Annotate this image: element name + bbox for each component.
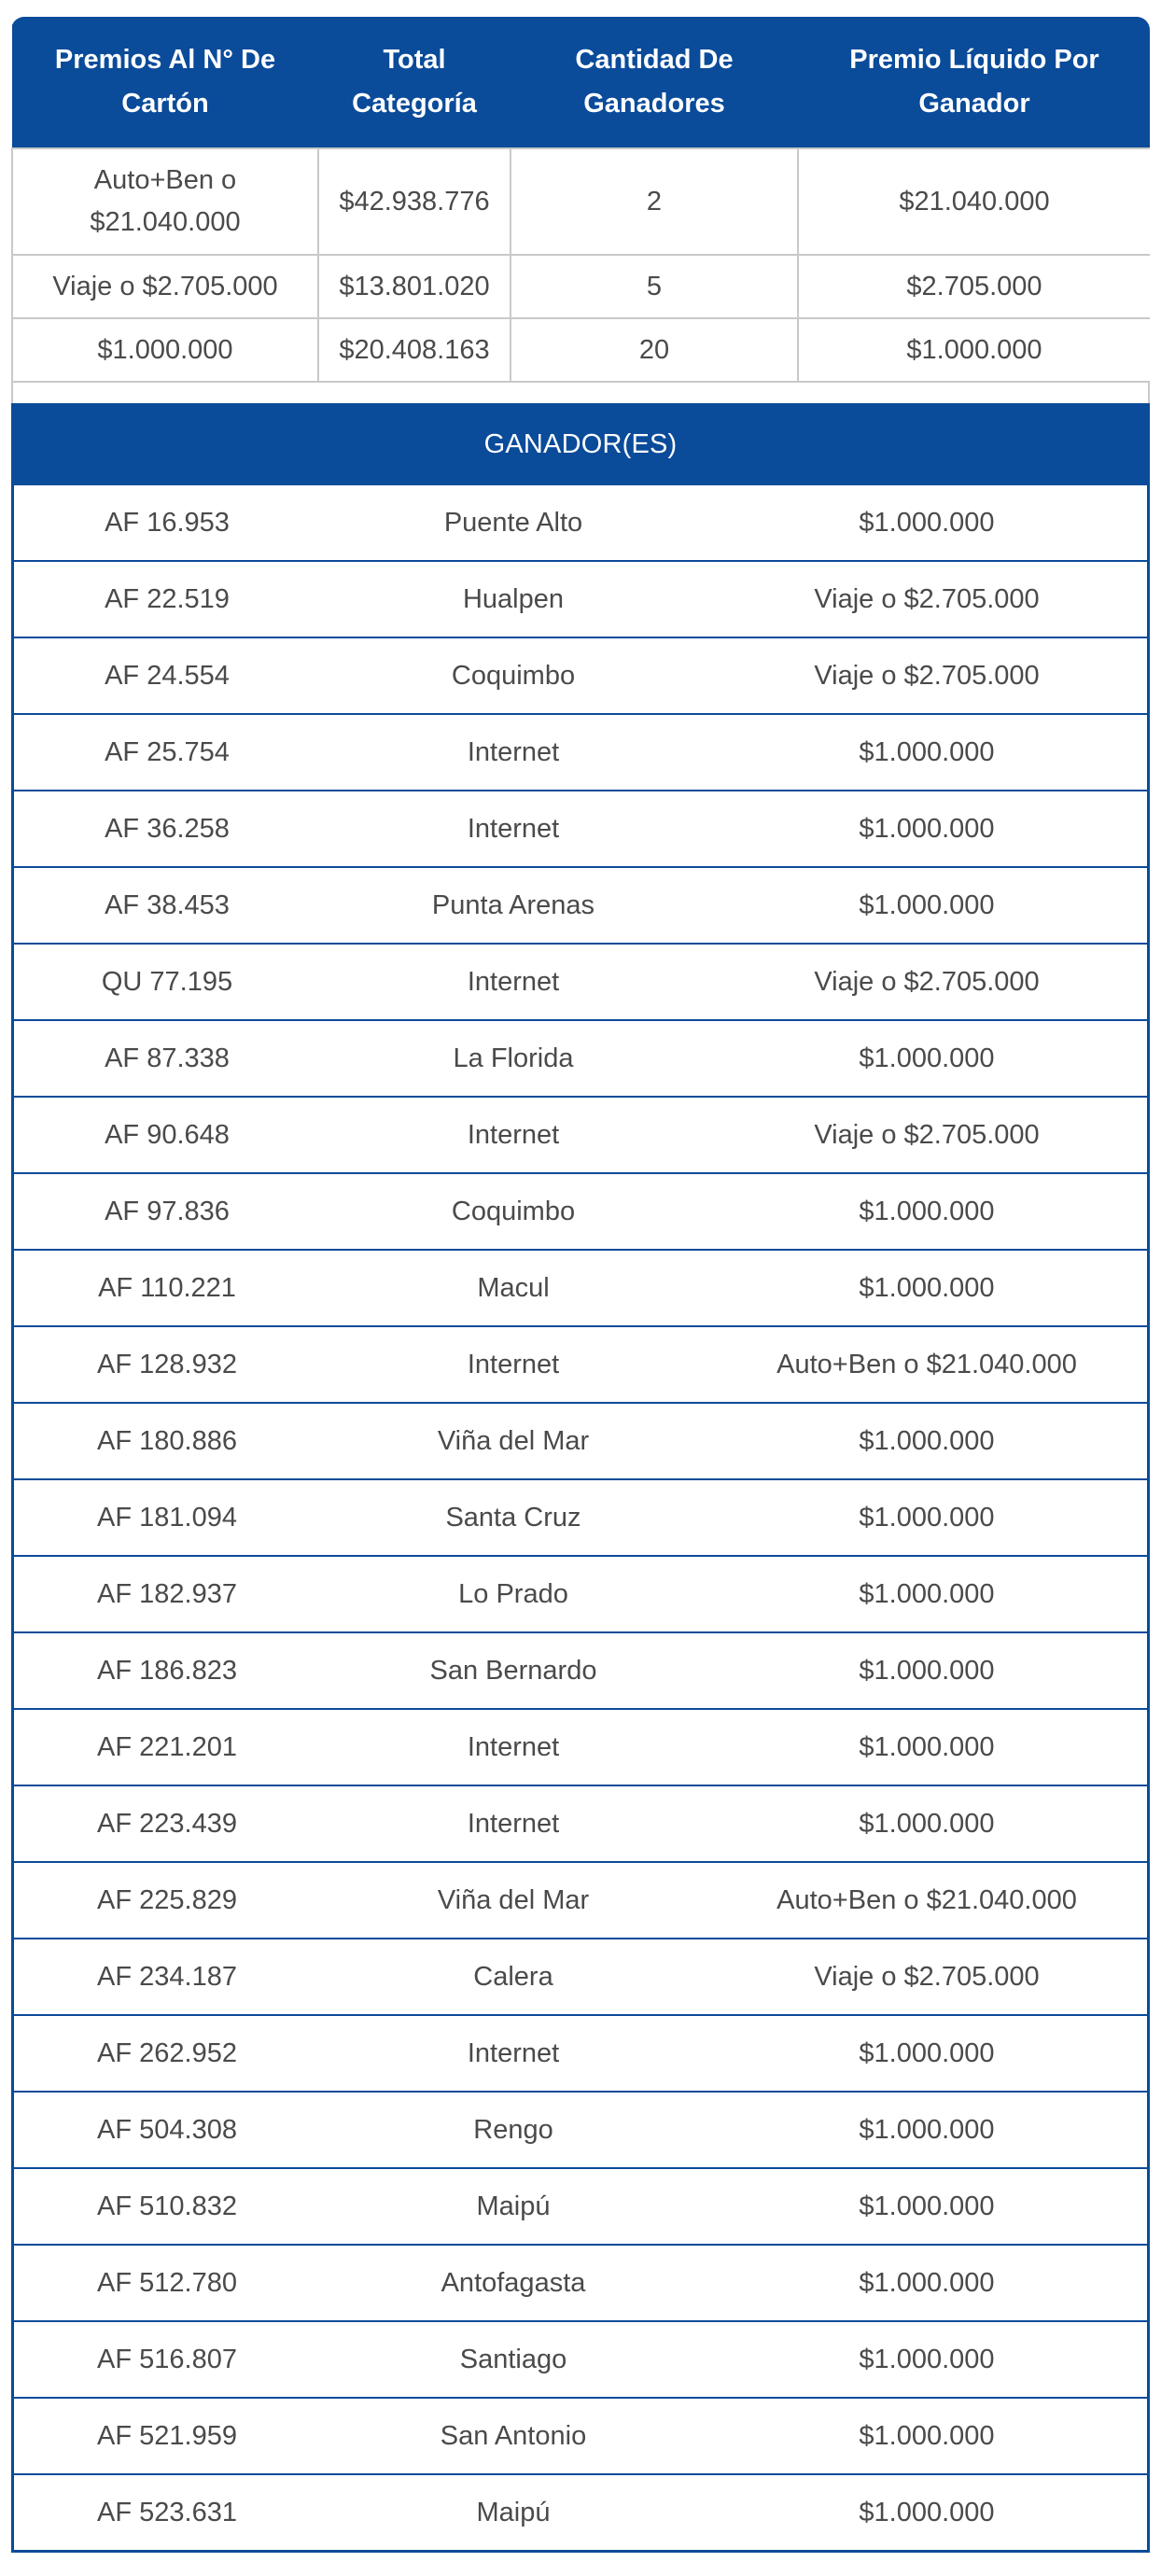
winner-location: Internet xyxy=(467,1808,560,1839)
winner-prize: $1.000.000 xyxy=(859,1043,995,1073)
winner-row xyxy=(14,560,1147,637)
winner-row xyxy=(14,2397,1147,2473)
winner-prize: $1.000.000 xyxy=(859,813,995,844)
winner-location: Hualpen xyxy=(462,583,565,614)
winner-row xyxy=(14,2473,1147,2550)
winner-prize: $1.000.000 xyxy=(859,2114,995,2145)
prize-table-header xyxy=(12,17,1150,148)
winner-location: Internet xyxy=(467,2037,560,2068)
prize-per-winner: $1.000.000 xyxy=(798,318,1150,382)
winner-row xyxy=(14,1019,1147,1096)
winner-row xyxy=(14,866,1147,943)
winner-prize: $1.000.000 xyxy=(859,1425,995,1456)
winner-carton-number: AF 186.823 xyxy=(97,1655,237,1686)
winner-carton-number: AF 523.631 xyxy=(97,2497,237,2527)
winner-carton-number: AF 234.187 xyxy=(97,1961,237,1992)
prize-winner-count: 20 xyxy=(511,318,798,382)
winner-prize: $1.000.000 xyxy=(859,1578,995,1609)
winner-row xyxy=(14,2167,1147,2244)
winner-row xyxy=(14,485,1147,560)
prize-category: Viaje o $2.705.000 xyxy=(12,255,318,318)
winner-carton-number: AF 128.932 xyxy=(97,1349,237,1379)
winner-location: Maipú xyxy=(476,2191,551,2221)
winner-prize: $1.000.000 xyxy=(859,507,995,538)
winner-prize: $1.000.000 xyxy=(859,1731,995,1762)
winner-row xyxy=(14,713,1147,790)
winners-list xyxy=(11,485,1150,2553)
winner-carton-number: AF 516.807 xyxy=(97,2344,237,2374)
winner-location: Internet xyxy=(467,1349,560,1379)
prize-category: Auto+Ben o $21.040.000 xyxy=(12,148,318,255)
winner-location: Viña del Mar xyxy=(437,1884,590,1915)
winner-prize: $1.000.000 xyxy=(859,2037,995,2068)
winner-carton-number: AF 36.258 xyxy=(105,813,230,844)
winner-carton-number: AF 512.780 xyxy=(97,2267,237,2298)
winner-row xyxy=(14,1478,1147,1555)
winner-carton-number: AF 97.836 xyxy=(105,1196,230,1226)
header-total-categoria: Total Categoría xyxy=(318,17,511,148)
winner-location: Internet xyxy=(467,736,560,767)
prize-row xyxy=(12,255,1150,318)
winner-carton-number: AF 22.519 xyxy=(105,583,230,614)
winner-carton-number: AF 225.829 xyxy=(97,1884,237,1915)
winner-prize: $1.000.000 xyxy=(859,1272,995,1303)
winner-location: Internet xyxy=(467,1119,560,1150)
winner-prize: Viaje o $2.705.000 xyxy=(814,1119,1040,1150)
winner-carton-number: AF 110.221 xyxy=(98,1272,236,1303)
winner-location: Calera xyxy=(473,1961,553,1992)
winner-location: Punta Arenas xyxy=(431,889,595,920)
winner-location: Internet xyxy=(467,966,560,997)
results-container xyxy=(11,17,1150,2553)
winner-carton-number: AF 221.201 xyxy=(97,1731,237,1762)
winner-location: San Antonio xyxy=(440,2420,587,2451)
winner-row xyxy=(14,1785,1147,1861)
winner-row xyxy=(14,1096,1147,1172)
winner-location: San Bernardo xyxy=(429,1655,597,1686)
winner-row xyxy=(14,1938,1147,2014)
winner-row xyxy=(14,790,1147,866)
winner-location: Antofagasta xyxy=(441,2267,586,2298)
prize-winner-count: 2 xyxy=(511,148,798,255)
winner-prize: $1.000.000 xyxy=(859,2420,995,2451)
winner-carton-number: AF 87.338 xyxy=(105,1043,230,1073)
winner-prize: $1.000.000 xyxy=(859,736,995,767)
header-premio-liquido: Premio Líquido Por Ganador xyxy=(798,17,1150,148)
winner-carton-number: AF 25.754 xyxy=(105,736,230,767)
prize-per-winner: $2.705.000 xyxy=(798,255,1150,318)
prize-winner-count: 5 xyxy=(511,255,798,318)
prize-total: $42.938.776 xyxy=(318,148,511,255)
winner-row xyxy=(14,1861,1147,1938)
prize-row xyxy=(12,318,1150,382)
winner-prize: Auto+Ben o $21.040.000 xyxy=(776,1349,1077,1379)
winner-carton-number: AF 182.937 xyxy=(97,1578,237,1609)
winner-row xyxy=(14,2091,1147,2167)
winner-row xyxy=(14,1172,1147,1249)
winner-location: La Florida xyxy=(453,1043,574,1073)
winner-carton-number: AF 181.094 xyxy=(97,1502,237,1533)
winner-carton-number: AF 510.832 xyxy=(97,2191,237,2221)
winner-prize: Viaje o $2.705.000 xyxy=(814,583,1040,614)
winner-location: Internet xyxy=(467,1731,560,1762)
winner-row xyxy=(14,1249,1147,1325)
winner-location: Lo Prado xyxy=(458,1578,568,1609)
winner-prize: $1.000.000 xyxy=(859,2497,995,2527)
winner-carton-number: AF 504.308 xyxy=(97,2114,237,2145)
winner-prize: $1.000.000 xyxy=(859,1502,995,1533)
winner-prize: $1.000.000 xyxy=(859,889,995,920)
winners-title: GANADOR(ES) xyxy=(11,403,1150,485)
prize-summary-table xyxy=(11,17,1150,383)
winner-row xyxy=(14,2320,1147,2397)
winner-location: Puente Alto xyxy=(443,507,583,538)
winner-row xyxy=(14,1708,1147,1785)
winner-carton-number: AF 223.439 xyxy=(97,1808,237,1839)
prize-category: $1.000.000 xyxy=(12,318,318,382)
winner-carton-number: AF 90.648 xyxy=(105,1119,230,1150)
winner-row xyxy=(14,2014,1147,2091)
winner-row xyxy=(14,1402,1147,1478)
winner-row xyxy=(14,943,1147,1019)
winner-row xyxy=(14,637,1147,713)
winner-carton-number: AF 16.953 xyxy=(105,507,230,538)
table-spacer xyxy=(11,383,1150,403)
winner-carton-number: AF 180.886 xyxy=(97,1425,237,1456)
winner-prize: Viaje o $2.705.000 xyxy=(814,660,1040,691)
winner-prize: $1.000.000 xyxy=(859,1808,995,1839)
winner-prize: $1.000.000 xyxy=(859,1196,995,1226)
winner-carton-number: AF 38.453 xyxy=(105,889,230,920)
winner-location: Coquimbo xyxy=(451,1196,576,1226)
prize-row xyxy=(12,148,1150,255)
winner-prize: $1.000.000 xyxy=(859,1655,995,1686)
winner-prize: Viaje o $2.705.000 xyxy=(814,1961,1040,1992)
winner-location: Internet xyxy=(467,813,560,844)
winner-prize: $1.000.000 xyxy=(859,2267,995,2298)
winner-prize: Viaje o $2.705.000 xyxy=(814,966,1040,997)
winner-location: Rengo xyxy=(473,2114,553,2145)
winner-carton-number: QU 77.195 xyxy=(101,966,233,997)
header-premios-carton: Premios Al N° De Cartón xyxy=(12,17,318,148)
winner-location: Viña del Mar xyxy=(437,1425,590,1456)
prize-total: $13.801.020 xyxy=(318,255,511,318)
winner-location: Santa Cruz xyxy=(445,1502,581,1533)
winner-row xyxy=(14,1325,1147,1402)
winner-location: Maipú xyxy=(476,2497,551,2527)
winner-carton-number: AF 521.959 xyxy=(97,2420,237,2451)
winner-row xyxy=(14,1631,1147,1708)
winner-location: Macul xyxy=(477,1272,550,1303)
winner-row xyxy=(14,2244,1147,2320)
winner-location: Coquimbo xyxy=(451,660,576,691)
winner-location: Santiago xyxy=(459,2344,567,2374)
winner-prize: $1.000.000 xyxy=(859,2191,995,2221)
winner-prize: $1.000.000 xyxy=(859,2344,995,2374)
header-cantidad-ganadores: Cantidad De Ganadores xyxy=(511,17,798,148)
winner-carton-number: AF 262.952 xyxy=(97,2037,237,2068)
prize-per-winner: $21.040.000 xyxy=(798,148,1150,255)
prize-total: $20.408.163 xyxy=(318,318,511,382)
winner-carton-number: AF 24.554 xyxy=(105,660,230,691)
winner-prize: Auto+Ben o $21.040.000 xyxy=(776,1884,1077,1915)
winner-row xyxy=(14,1555,1147,1631)
